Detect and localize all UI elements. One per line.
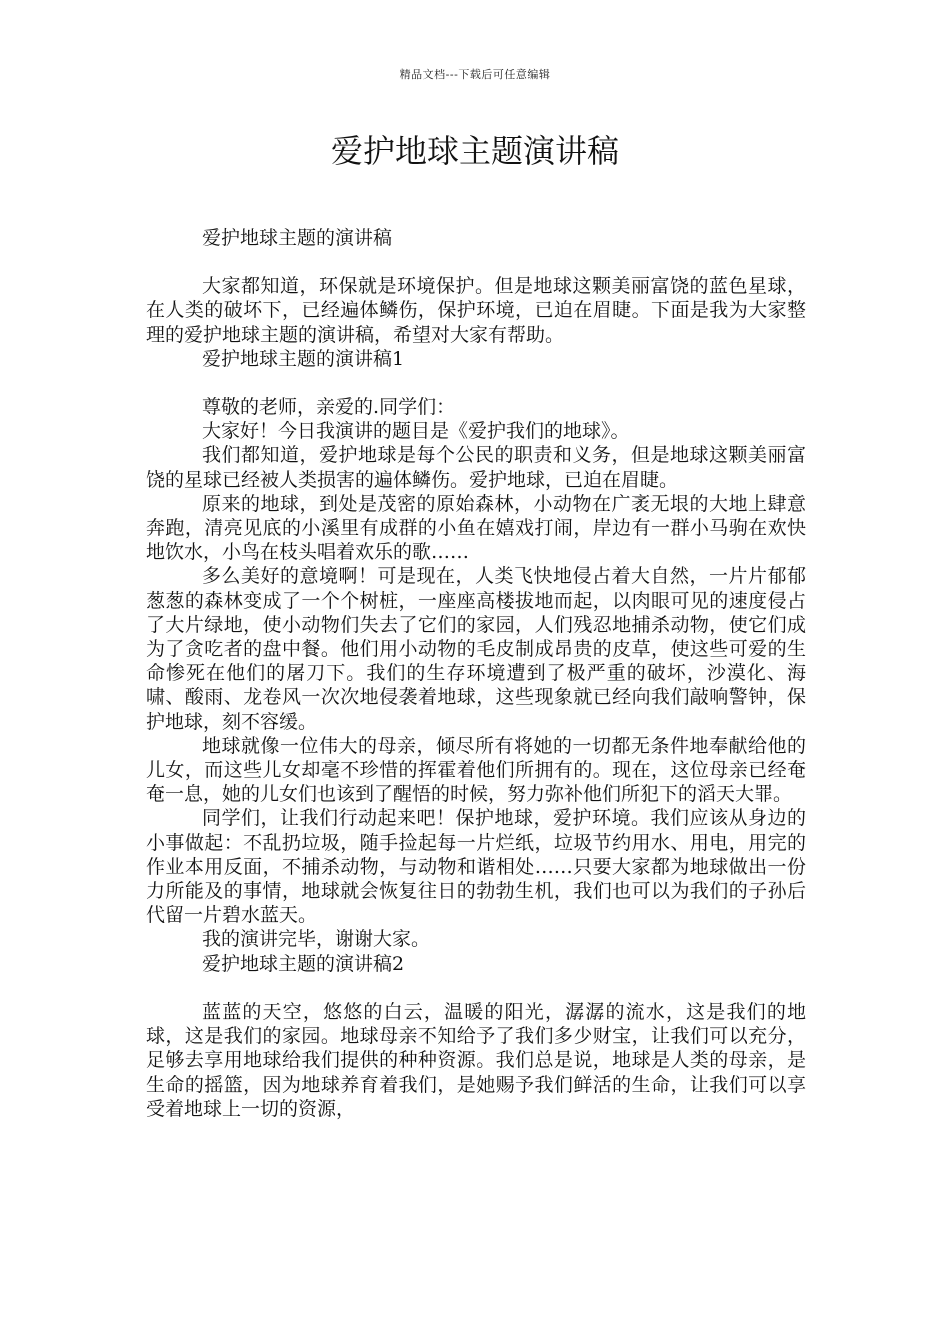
paragraph: 原来的地球，到处是茂密的原始森林，小动物在广袤无垠的大地上肆意奔跑，清亮见底的小溪里有成群的小鱼在嬉戏打闹，岸边有一群小马驹在欢快地饮水，小鸟在枝头唱着欢乐的歌……	[146, 492, 806, 564]
paragraph: 多么美好的意境啊！可是现在，人类飞快地侵占着大自然，一片片郁郁葱葱的森林变成了一个个树桩，一座座高楼拔地而起，以肉眼可见的速度侵占了大片绿地，使小动物们失去了它们的家园，人们残忍地捕杀动物，使它们成为了贪吃者的盘中餐。他们用小动物的毛皮制成昂贵的皮草，使这些可爱的生命惨死在他们的屠刀下。我们的生存环境遭到了极严重的破坏，沙漠化、海啸、酸雨、龙卷风一次次地侵袭着地球，这些现象就已经向我们敲响警钟，保护地球，刻不容缓。	[146, 565, 806, 733]
paragraph-intro: 大家都知道，环保就是环境保护。但是地球这颗美丽富饶的蓝色星球，在人类的破坏下，已经遍体鳞伤，保护环境，已迫在眉睫。下面是我为大家整理的爱护地球主题的演讲稿，希望对大家有帮助。	[146, 275, 806, 346]
paragraph-salutation: 尊敬的老师，亲爱的.同学们：	[202, 396, 456, 419]
paragraph: 地球就像一位伟大的母亲，倾尽所有将她的一切都无条件地奉献给他的儿女，而这些儿女却毫不珍惜的挥霍着他们所拥有的。现在，这位母亲已经奄奄一息，她的儿女们也该到了醒悟的时候，努力弥补他们所犯下的滔天大罪。	[146, 734, 806, 806]
document-body	[146, 226, 806, 1121]
section-heading-2: 爱护地球主题的演讲稿2	[202, 952, 405, 975]
section-heading-1: 爱护地球主题的演讲稿1	[202, 347, 405, 370]
paragraph-subtitle: 爱护地球主题的演讲稿	[202, 227, 393, 249]
paragraph-closing: 我的演讲完毕，谢谢大家。	[202, 928, 431, 951]
document-title: 爱护地球主题演讲稿	[330, 132, 619, 170]
paragraph: 我们都知道，爱护地球是每个公民的职责和义务，但是地球这颗美丽富饶的星球已经被人类损害的遍体鳞伤。爱护地球，已迫在眉睫。	[146, 444, 806, 491]
header-note: 精品文档---下载后可任意编辑	[399, 68, 551, 81]
paragraph-greeting: 大家好！今日我演讲的题目是《爱护我们的地球》。	[202, 420, 630, 443]
paragraph: 蓝蓝的天空，悠悠的白云，温暖的阳光，潺潺的流水，这是我们的地球，这是我们的家园。地球母亲不知给予了我们多少财宝，让我们可以充分，足够去享用地球给我们提供的种种资源。我们总是说，地球是人类的母亲，是生命的摇篮，因为地球养育着我们，是她赐予我们鲜活的生命，让我们可以享受着地球上一切的资源，	[146, 1000, 806, 1120]
paragraph: 同学们，让我们行动起来吧！保护地球，爱护环境。我们应该从身边的小事做起：不乱扔垃圾，随手捡起每一片烂纸，垃圾节约用水、用电，用完的作业本用反面，不捕杀动物，与动物和谐相处……只要大家都为地球做出一份力所能及的事情，地球就会恢复往日的勃勃生机，我们也可以为我们的子孙后代留一片碧水蓝天。	[146, 807, 806, 927]
